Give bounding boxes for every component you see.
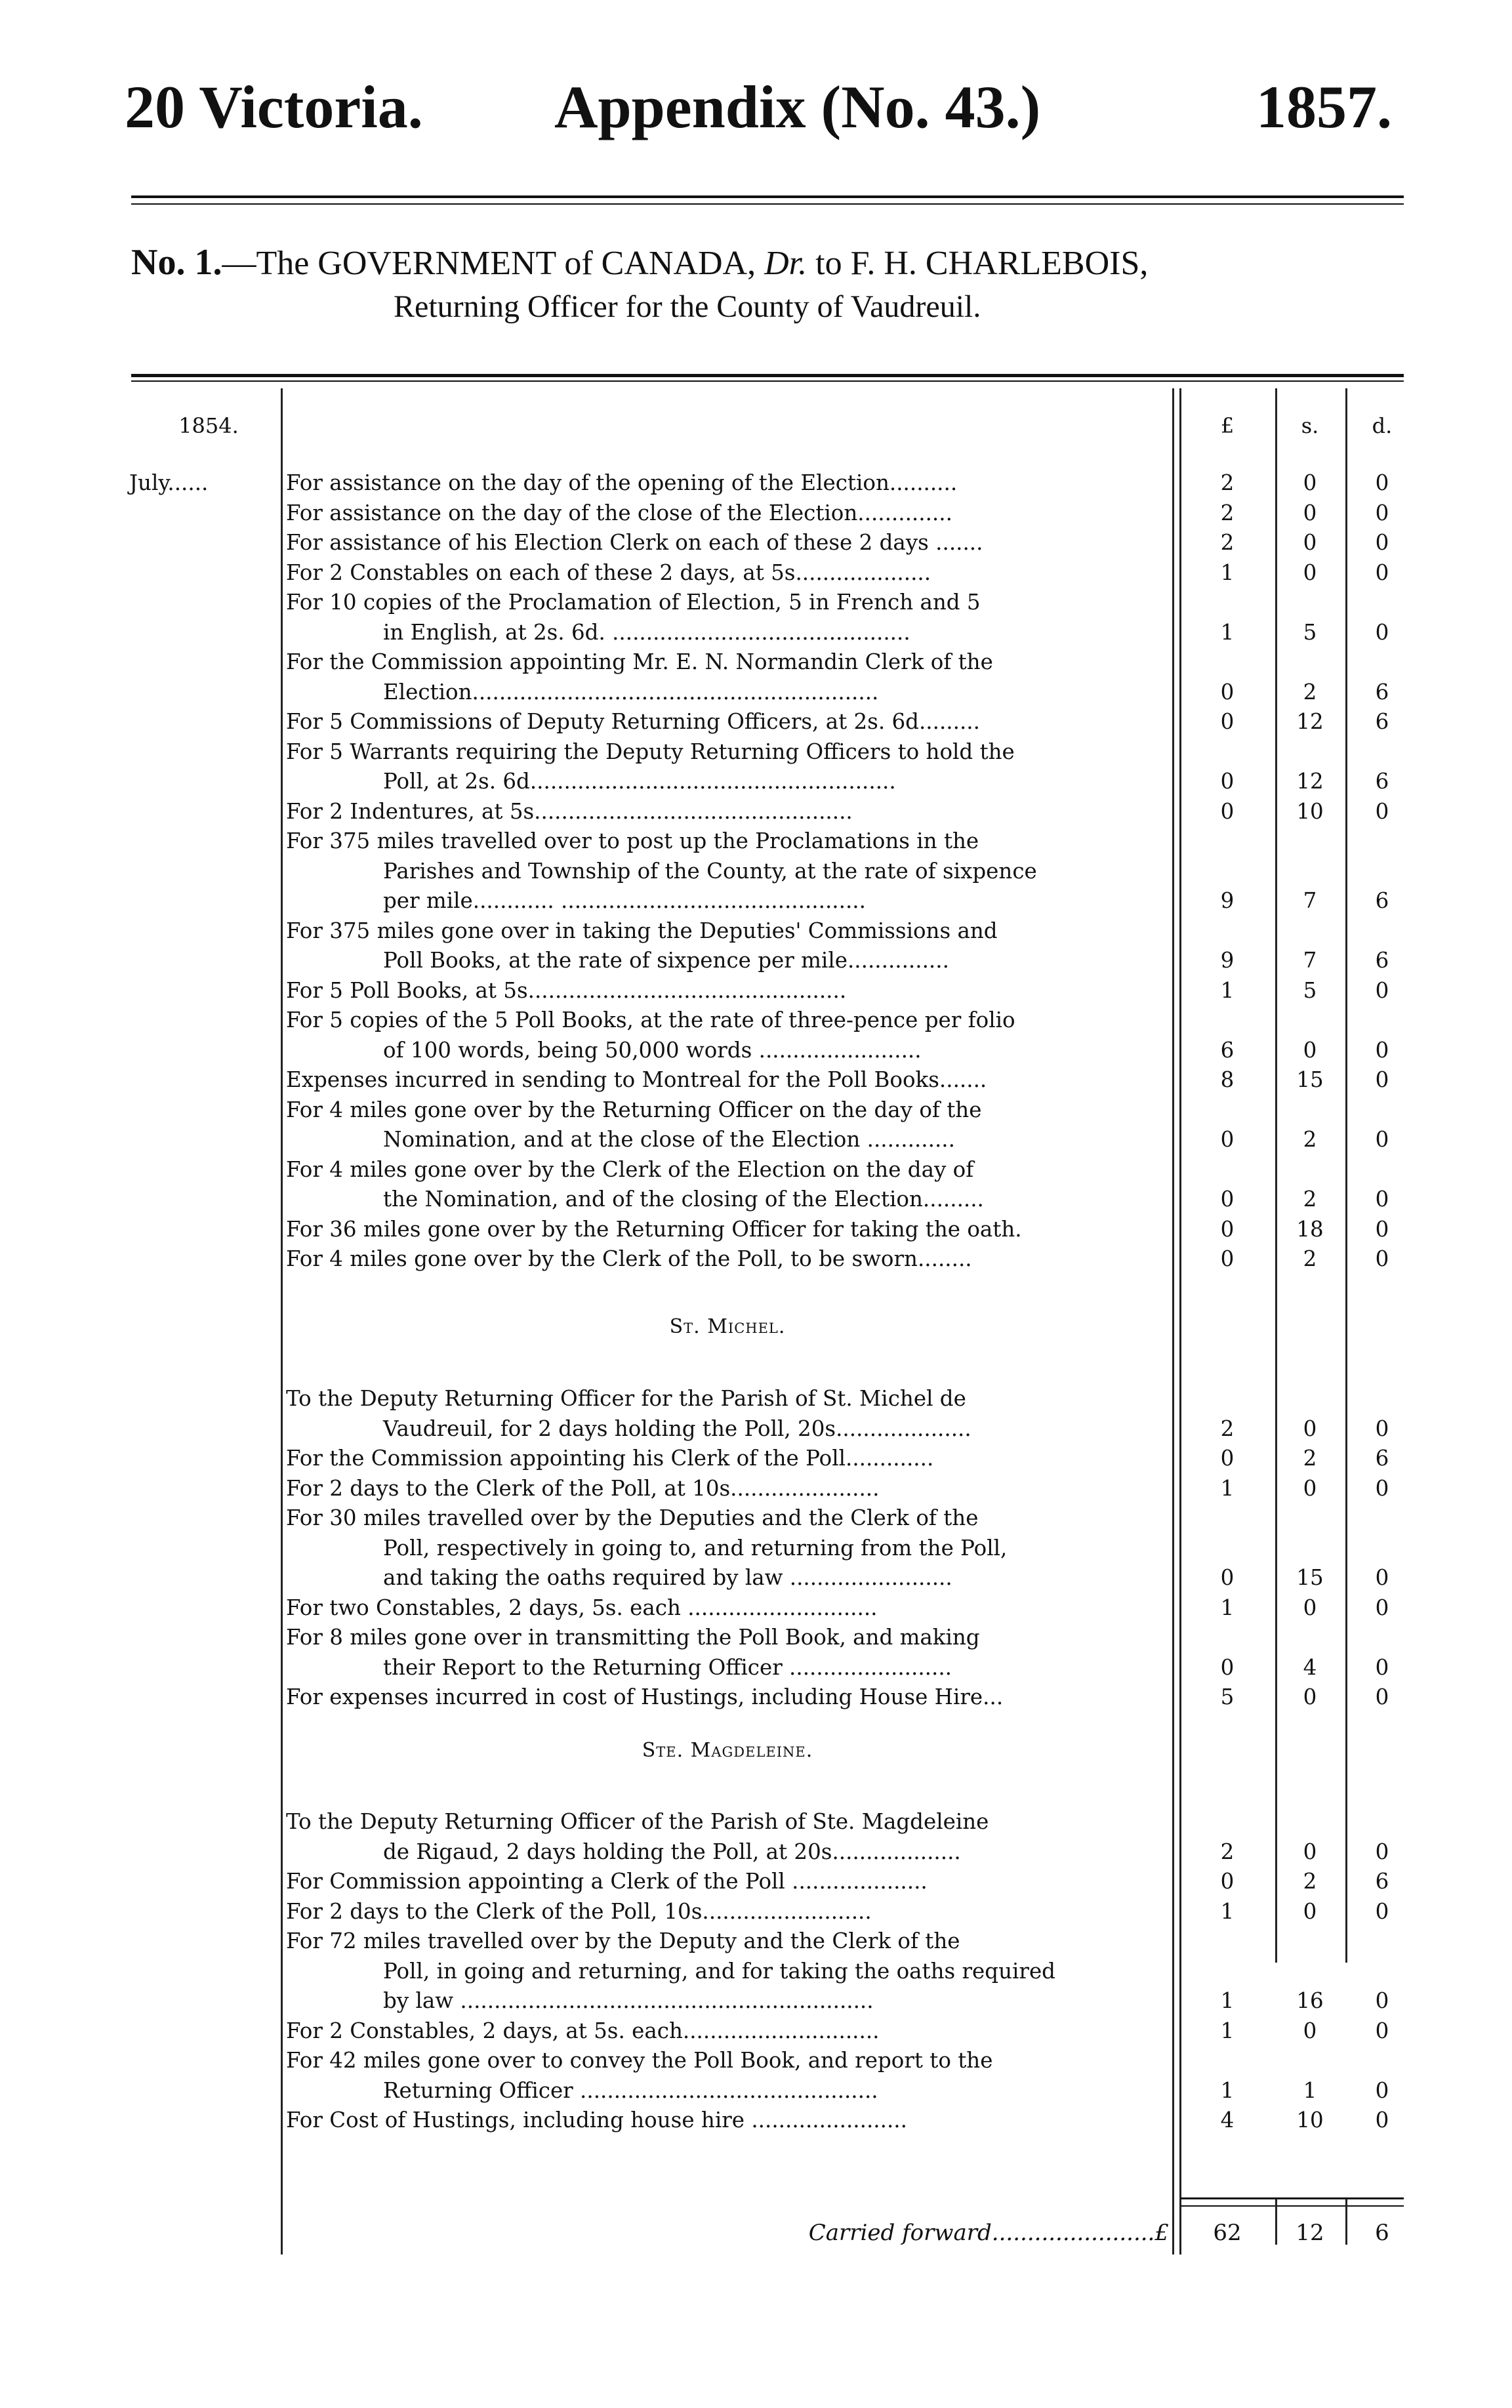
entry-description bbox=[286, 2046, 1169, 2106]
entry-description-line: of 100 words, being 50,000 words ........................ bbox=[383, 1037, 922, 1063]
header-year: 1857. bbox=[1256, 73, 1392, 140]
entry-pence: 0 bbox=[1375, 2077, 1389, 2103]
entry-description-line: Vaudreuil, for 2 days holding the Poll, 20s.................... bbox=[383, 1416, 971, 1441]
entry-pence: 6 bbox=[1375, 1446, 1389, 1471]
entry-pounds: 1 bbox=[1220, 1988, 1235, 2013]
entry-description-line: For 2 Constables, 2 days, at 5s. each............................. bbox=[286, 2018, 880, 2043]
entry-description-line: For 5 Poll Books, at 5s............................................... bbox=[286, 977, 847, 1003]
pounds-heading: £ bbox=[1220, 413, 1235, 438]
entry-shillings: 0 bbox=[1303, 1839, 1317, 1864]
entry-description bbox=[286, 1503, 1169, 1593]
shillings-heading: s. bbox=[1301, 413, 1319, 438]
entry-description-line: For 2 days to the Clerk of the Poll, 10s......................... bbox=[286, 1898, 872, 1924]
entry-date: July...... bbox=[129, 470, 209, 495]
entry-pence: 6 bbox=[1375, 1869, 1389, 1894]
entry-description bbox=[286, 826, 1169, 916]
entry-description bbox=[286, 1474, 1169, 1504]
entry-description-line: Parishes and Township of the County, at the rate of sixpence bbox=[383, 858, 1037, 884]
entry-pounds: 9 bbox=[1220, 888, 1235, 913]
entry-pence: 0 bbox=[1375, 1595, 1389, 1620]
entry-pence: 0 bbox=[1375, 1565, 1389, 1590]
entry-pounds: 1 bbox=[1220, 2077, 1235, 2103]
entry-shillings: 0 bbox=[1303, 1416, 1317, 1441]
entry-shillings: 15 bbox=[1296, 1565, 1324, 1590]
entry-description-line: For assistance of his Election Clerk on each of these 2 days ....... bbox=[286, 530, 983, 555]
entry-pounds: 8 bbox=[1220, 1067, 1235, 1092]
entry-description bbox=[286, 1155, 1169, 1215]
entry-pounds: 0 bbox=[1220, 1446, 1235, 1471]
header-regnal-year: 20 Victoria. bbox=[125, 73, 423, 140]
section-title: Ste. Magdeleine. bbox=[642, 1739, 813, 1762]
entry-description-line: Election............................................................ bbox=[383, 679, 879, 704]
entry-description bbox=[286, 707, 1169, 737]
entry-description bbox=[286, 916, 1169, 976]
entry-shillings: 10 bbox=[1296, 798, 1324, 824]
entry-shillings: 5 bbox=[1303, 977, 1317, 1003]
entry-description-line: For 8 miles gone over in transmitting the Poll Book, and making bbox=[286, 1625, 980, 1650]
entry-description bbox=[286, 647, 1169, 707]
entry-description-line: Poll, at 2s. 6d...................................................... bbox=[383, 769, 896, 794]
entry-description-line: For 375 miles travelled over to post up the Proclamations in the bbox=[286, 828, 979, 853]
entry-description-line: and taking the oaths required by law ........................ bbox=[383, 1565, 952, 1590]
entry-shillings: 0 bbox=[1303, 2018, 1317, 2043]
entry-pence: 0 bbox=[1375, 1037, 1389, 1063]
entry-pence: 6 bbox=[1375, 679, 1389, 704]
entry-pounds: 0 bbox=[1220, 709, 1235, 734]
entry-shillings: 0 bbox=[1303, 1595, 1317, 1620]
entry-pounds: 1 bbox=[1220, 1595, 1235, 1620]
entry-pounds: 1 bbox=[1220, 977, 1235, 1003]
entry-description-line: For the Commission appointing Mr. E. N. Normandin Clerk of the bbox=[286, 649, 993, 674]
entry-pounds: 2 bbox=[1220, 530, 1235, 555]
entry-description-line: Returning Officer ............................................ bbox=[383, 2077, 878, 2103]
entry-shillings: 0 bbox=[1303, 500, 1317, 525]
total-rule-b bbox=[1181, 2205, 1404, 2207]
entry-description-line: For 5 copies of the 5 Poll Books, at the rate of three-pence per folio bbox=[286, 1008, 1015, 1032]
entry-description bbox=[286, 2016, 1169, 2047]
entry-description bbox=[286, 737, 1169, 797]
entry-description-line: de Rigaud, 2 days holding the Poll, at 20s................... bbox=[383, 1839, 961, 1864]
entry-description-line: For 375 miles gone over in taking the Deputies' Commissions and bbox=[286, 918, 998, 943]
entry-pounds: 0 bbox=[1220, 1654, 1235, 1680]
entry-description-line: For Cost of Hustings, including house hire ....................... bbox=[286, 2108, 907, 2133]
entry-description bbox=[286, 976, 1169, 1006]
entry-shillings: 2 bbox=[1303, 679, 1317, 704]
entry-shillings: 0 bbox=[1303, 1684, 1317, 1709]
entry-pence: 0 bbox=[1375, 1988, 1389, 2013]
entry-pence: 0 bbox=[1375, 1216, 1389, 1242]
entry-description-line: Nomination, and at the close of the Election ............. bbox=[383, 1127, 955, 1152]
entry-description-line: Poll Books, at the rate of sixpence per mile............... bbox=[383, 948, 949, 973]
entry-description-line: For 72 miles travelled over by the Deputy and the Clerk of the bbox=[286, 1928, 960, 1953]
entry-description bbox=[286, 1215, 1169, 1245]
entry-pounds: 2 bbox=[1220, 1416, 1235, 1441]
entry-pounds: 1 bbox=[1220, 619, 1235, 645]
entry-description-line: For assistance on the day of the close of the Election.............. bbox=[286, 500, 952, 525]
entry-description-line: For 5 Commissions of Deputy Returning Officers, at 2s. 6d......... bbox=[286, 709, 980, 734]
entry-pence: 0 bbox=[1375, 977, 1389, 1003]
entry-shillings: 16 bbox=[1296, 1988, 1324, 2013]
entry-shillings: 0 bbox=[1303, 560, 1317, 585]
entry-description-line: For two Constables, 2 days, 5s. each ............................ bbox=[286, 1595, 878, 1620]
entry-pence: 0 bbox=[1375, 1898, 1389, 1924]
account-title-text: —The GOVERNMENT of CANADA, bbox=[222, 245, 756, 282]
entry-shillings: 2 bbox=[1303, 1127, 1317, 1152]
entry-description-line: For 4 miles gone over by the Returning Officer on the day of the bbox=[286, 1097, 982, 1122]
entry-description bbox=[286, 1006, 1169, 1065]
carried-forward-shillings: 12 bbox=[1296, 2220, 1324, 2246]
entry-description bbox=[286, 1683, 1169, 1713]
entry-description-line: Poll, in going and returning, and for taking the oaths required bbox=[383, 1958, 1055, 1984]
entry-description-line: Poll, respectively in going to, and returning from the Poll, bbox=[383, 1535, 1008, 1561]
entry-pence: 6 bbox=[1375, 948, 1389, 973]
entry-pounds: 6 bbox=[1220, 1037, 1235, 1063]
entry-description bbox=[286, 468, 1169, 499]
entry-shillings: 0 bbox=[1303, 1475, 1317, 1501]
entry-pence: 0 bbox=[1375, 1187, 1389, 1212]
entry-pence: 0 bbox=[1375, 1684, 1389, 1709]
entry-description bbox=[286, 1095, 1169, 1155]
entry-description-line: For 4 miles gone over by the Clerk of the Election on the day of bbox=[286, 1156, 974, 1182]
entry-pence: 0 bbox=[1375, 1839, 1389, 1864]
entry-description-line: the Nomination, and of the closing of the Election......... bbox=[383, 1187, 984, 1212]
entry-description bbox=[286, 797, 1169, 827]
entry-description-line: Expenses incurred in sending to Montreal for the Poll Books....... bbox=[286, 1067, 987, 1092]
entry-pence: 0 bbox=[1375, 2108, 1389, 2133]
entry-pence: 0 bbox=[1375, 1067, 1389, 1092]
entry-shillings: 0 bbox=[1303, 1898, 1317, 1924]
entry-shillings: 7 bbox=[1303, 888, 1317, 913]
entry-description-line: For Commission appointing a Clerk of the Poll .................... bbox=[286, 1869, 928, 1894]
entry-description bbox=[286, 499, 1169, 529]
entry-description bbox=[286, 528, 1169, 558]
entry-pence: 0 bbox=[1375, 1246, 1389, 1271]
entry-pounds: 0 bbox=[1220, 1127, 1235, 1152]
pence-heading: d. bbox=[1372, 413, 1393, 438]
entry-shillings: 2 bbox=[1303, 1187, 1317, 1212]
entry-description-line: For 2 days to the Clerk of the Poll, at 10s...................... bbox=[286, 1475, 880, 1501]
entry-pence: 0 bbox=[1375, 619, 1389, 645]
entry-description bbox=[286, 2106, 1169, 2136]
entry-description-line: their Report to the Returning Officer ........................ bbox=[383, 1654, 952, 1680]
entry-shillings: 12 bbox=[1296, 709, 1324, 734]
total-rule-a bbox=[1181, 2197, 1404, 2199]
entry-pounds: 0 bbox=[1220, 1187, 1235, 1212]
entry-pence: 0 bbox=[1375, 2018, 1389, 2043]
entry-shillings: 7 bbox=[1303, 948, 1317, 973]
entry-shillings: 18 bbox=[1296, 1216, 1324, 1242]
entry-description bbox=[286, 1623, 1169, 1683]
entry-description-line: For expenses incurred in cost of Hustings, including House Hire... bbox=[286, 1684, 1004, 1709]
entry-shillings: 0 bbox=[1303, 1037, 1317, 1063]
entry-description-line: To the Deputy Returning Officer for the Parish of St. Michel de bbox=[286, 1386, 966, 1411]
entry-pounds: 2 bbox=[1220, 500, 1235, 525]
entry-shillings: 12 bbox=[1296, 769, 1324, 794]
entry-description bbox=[286, 1593, 1169, 1623]
entry-description bbox=[286, 1927, 1169, 2016]
entry-pounds: 0 bbox=[1220, 1216, 1235, 1242]
entry-description-line: For 42 miles gone over to convey the Poll Book, and report to the bbox=[286, 2048, 993, 2073]
entry-shillings: 15 bbox=[1296, 1067, 1324, 1092]
entry-shillings: 4 bbox=[1303, 1654, 1317, 1680]
account-subtitle: Returning Officer for the County of Vaudreuil. bbox=[394, 289, 981, 324]
entry-pence: 6 bbox=[1375, 709, 1389, 734]
year-heading: 1854. bbox=[178, 413, 239, 438]
entry-pounds: 4 bbox=[1220, 2108, 1235, 2133]
account-debtor: Dr. bbox=[764, 245, 807, 282]
entry-pounds: 1 bbox=[1220, 560, 1235, 585]
entry-shillings: 10 bbox=[1296, 2108, 1324, 2133]
entry-pence: 6 bbox=[1375, 888, 1389, 913]
header-appendix: Appendix (No. 43.) bbox=[554, 73, 1041, 140]
entry-description-line: For 2 Constables on each of these 2 days, at 5s.................... bbox=[286, 560, 931, 585]
entry-pence: 0 bbox=[1375, 500, 1389, 525]
entry-description-line: For 4 miles gone over by the Clerk of the Poll, to be sworn........ bbox=[286, 1246, 972, 1271]
entry-pence: 0 bbox=[1375, 560, 1389, 585]
entry-description bbox=[286, 558, 1169, 588]
entry-description-line: in English, at 2s. 6d. ............................................ bbox=[383, 619, 910, 645]
entry-description-line: For 30 miles travelled over by the Deputies and the Clerk of the bbox=[286, 1505, 979, 1530]
entry-description bbox=[286, 1384, 1169, 1444]
entry-pence: 0 bbox=[1375, 1654, 1389, 1680]
entry-description-line: For 10 copies of the Proclamation of Election, 5 in French and 5 bbox=[286, 590, 981, 615]
account-number: No. 1. bbox=[131, 242, 222, 283]
carried-forward-pounds: 62 bbox=[1213, 2220, 1242, 2246]
entry-pounds: 2 bbox=[1220, 470, 1235, 495]
entry-description bbox=[286, 1807, 1169, 1867]
entry-pounds: 1 bbox=[1220, 2018, 1235, 2043]
account-creditor: to F. H. CHARLEBOIS, bbox=[815, 245, 1149, 282]
entry-description-line: For assistance on the day of the opening of the Election.......... bbox=[286, 470, 958, 495]
entry-description-line: by law ............................................................. bbox=[383, 1988, 874, 2013]
entry-description-line: For 5 Warrants requiring the Deputy Returning Officers to hold the bbox=[286, 739, 1015, 764]
entry-description-line: To the Deputy Returning Officer of the Parish of Ste. Magdeleine bbox=[286, 1809, 989, 1834]
entry-shillings: 0 bbox=[1303, 530, 1317, 555]
entry-pence: 0 bbox=[1375, 798, 1389, 824]
entry-description bbox=[286, 1897, 1169, 1927]
entry-pounds: 1 bbox=[1220, 1475, 1235, 1501]
section-title: St. Michel. bbox=[669, 1315, 786, 1338]
carried-forward-pence: 6 bbox=[1375, 2220, 1389, 2246]
entry-description bbox=[286, 1065, 1169, 1095]
entry-pounds: 2 bbox=[1220, 1839, 1235, 1864]
entry-shillings: 0 bbox=[1303, 470, 1317, 495]
entry-pounds: 1 bbox=[1220, 1898, 1235, 1924]
entry-shillings: 2 bbox=[1303, 1869, 1317, 1894]
entry-pounds: 0 bbox=[1220, 769, 1235, 794]
entry-pence: 0 bbox=[1375, 530, 1389, 555]
entry-description bbox=[286, 588, 1169, 647]
entry-pence: 0 bbox=[1375, 1127, 1389, 1152]
entry-shillings: 1 bbox=[1303, 2077, 1317, 2103]
entry-pounds: 9 bbox=[1220, 948, 1235, 973]
entry-pounds: 0 bbox=[1220, 679, 1235, 704]
entry-description-line: per mile............ ............................................. bbox=[383, 888, 866, 913]
entry-description bbox=[286, 1244, 1169, 1275]
entry-pence: 0 bbox=[1375, 1475, 1389, 1501]
entry-pence: 0 bbox=[1375, 470, 1389, 495]
carried-forward-label: Carried forward.......................£ bbox=[808, 2220, 1169, 2246]
entry-pounds: 0 bbox=[1220, 1565, 1235, 1590]
entry-shillings: 2 bbox=[1303, 1246, 1317, 1271]
entry-pounds: 0 bbox=[1220, 798, 1235, 824]
entry-shillings: 2 bbox=[1303, 1446, 1317, 1471]
entry-description-line: For 36 miles gone over by the Returning Officer for taking the oath. bbox=[286, 1216, 1022, 1242]
entry-description bbox=[286, 1867, 1169, 1897]
entry-pounds: 5 bbox=[1220, 1684, 1235, 1709]
entry-description-line: For 2 Indentures, at 5s............................................... bbox=[286, 798, 853, 824]
entry-pence: 0 bbox=[1375, 1416, 1389, 1441]
entry-description bbox=[286, 1444, 1169, 1474]
entry-pounds: 0 bbox=[1220, 1246, 1235, 1271]
entry-description-line: For the Commission appointing his Clerk of the Poll............. bbox=[286, 1446, 934, 1471]
entry-shillings: 5 bbox=[1303, 619, 1317, 645]
entry-pence: 6 bbox=[1375, 769, 1389, 794]
entry-pounds: 0 bbox=[1220, 1869, 1235, 1894]
